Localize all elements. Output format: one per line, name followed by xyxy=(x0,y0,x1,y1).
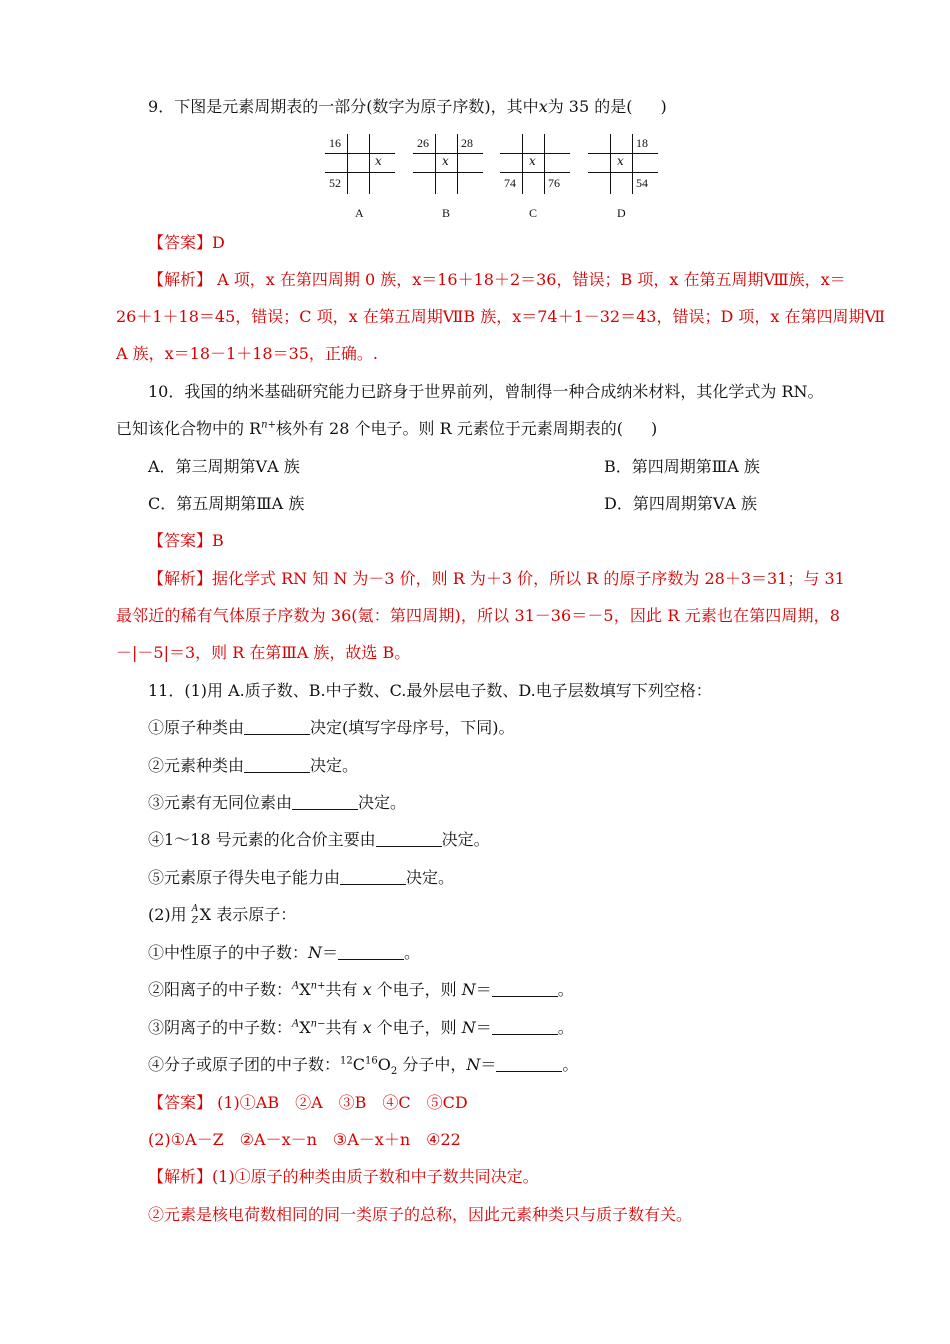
question-11-intro: 11．(1)用 A.质子数、B.中子数、C.最外层电子数、D.电子层数填写下列空格： xyxy=(148,681,712,700)
question-11-part2-item-1: ①中性原子的中子数：N＝ 。 xyxy=(148,943,421,962)
question-11-analysis-line-1: 【解析】(1)①原子的种类由质子数和中子数共同决定。 xyxy=(148,1167,539,1186)
figure-b-num-left: 26 xyxy=(417,136,429,150)
question-9-stem: 9．下图是元素周期表的一部分(数字为原子序数)，其中x为 35 的是( ) xyxy=(148,97,667,116)
question-10-stem-line-1: 10．我国的纳米基础研究能力已跻身于世界前列，曾制得一种合成纳米材料，其化学式为 RN。 xyxy=(148,382,824,401)
question-11-analysis-line-2: ②元素是核电荷数相同的同一类原子的总称，因此元素种类只与质子数有关。 xyxy=(148,1205,693,1224)
question-10-option-c[interactable]: C．第五周期第ⅢA 族 xyxy=(148,494,305,513)
figure-d-label: D xyxy=(617,206,626,220)
question-9-analysis-line-3: A 族，x＝18－1＋18＝35，正确。. xyxy=(116,344,379,363)
figure-d-num-bottom: 54 xyxy=(636,176,648,190)
question-11-answer-line-1: 【答案】 (1)①AB ②A ③B ④C ⑤CD xyxy=(148,1093,468,1112)
figure-d-x: x xyxy=(617,154,624,168)
answer-blank[interactable] xyxy=(340,868,406,885)
figure-c-x: x xyxy=(529,154,536,168)
answer-blank[interactable] xyxy=(244,718,310,735)
answer-blank[interactable] xyxy=(496,1055,562,1072)
figure-c-num-left: 74 xyxy=(504,176,516,190)
question-number: 9 xyxy=(148,97,159,116)
question-10-option-d[interactable]: D．第四周期第ⅤA 族 xyxy=(604,494,758,513)
question-11-part1-item-2: ②元素种类由 决定。 xyxy=(148,756,359,775)
question-9-answer: 【答案】D xyxy=(148,233,225,252)
figure-b-num-right: 28 xyxy=(461,136,473,150)
figure-c-grid xyxy=(500,134,570,194)
question-11-part2-item-3: ③阴离子的中子数：$^AX^{n-}$共有 x 个电子，则 N＝ 。 xyxy=(148,1018,574,1037)
answer-blank[interactable] xyxy=(492,980,558,997)
answer-blank[interactable] xyxy=(338,943,404,960)
figure-a-x: x xyxy=(375,154,382,168)
figure-a-num-top: 16 xyxy=(329,136,341,150)
answer-blank[interactable] xyxy=(492,1018,558,1035)
question-10-answer: 【答案】B xyxy=(148,531,224,550)
figure-d-grid xyxy=(588,134,658,194)
figure-c-num-right: 76 xyxy=(548,176,560,190)
question-11-part1-item-4: ④1～18 号元素的化合价主要由 决定。 xyxy=(148,830,490,849)
answer-blank[interactable] xyxy=(376,830,442,847)
figure-a-num-bottom: 52 xyxy=(329,176,341,190)
question-10-option-b[interactable]: B．第四周期第ⅢA 族 xyxy=(604,457,760,476)
question-9-analysis-line-2: 26＋1＋18＝45，错误；C 项，x 在第五周期ⅦB 族，x＝74＋1－32＝43，错误；D 项，x 在第四周期Ⅶ xyxy=(116,307,886,326)
question-11-part1-item-3: ③元素有无同位素由 决定。 xyxy=(148,793,407,812)
figure-b-grid xyxy=(413,134,483,194)
question-10-analysis-line-1: 【解析】据化学式 RN 知 N 为－3 价，则 R 为＋3 价，所以 R 的原子序数为 28＋3＝31；与 31 xyxy=(148,569,845,588)
question-11-part1-item-1: ①原子种类由 决定(填写字母序号，下同)。 xyxy=(148,718,515,737)
figure-b-label: B xyxy=(442,206,451,220)
question-11-part2-item-2: ②阳离子的中子数：$^AX^{n+}$共有 x 个电子，则 N＝ 。 xyxy=(148,980,574,999)
figure-c-label: C xyxy=(529,206,538,220)
figure-a-label: A xyxy=(355,206,364,220)
figure-d-num-top: 18 xyxy=(636,136,648,150)
figure-b-x: x xyxy=(442,154,449,168)
question-10-analysis-line-3: －|－5|＝3，则 R 在第ⅢA 族，故选 B。 xyxy=(116,643,411,662)
question-11-part1-item-5: ⑤元素原子得失电子能力由 决定。 xyxy=(148,868,455,887)
question-9-analysis-line-1: 【解析】 A 项，x 在第四周期 0 族，x＝16＋18＋2＝36，错误；B 项，x 在第五周期Ⅷ族，x＝ xyxy=(148,270,846,289)
answer-blank[interactable] xyxy=(244,756,310,773)
question-11-part2-item-4: ④分子或原子团的中子数：$^{12}C^{16}O_2$ 分子中，N＝ 。 xyxy=(148,1055,579,1078)
figure-a-grid xyxy=(325,134,395,194)
question-11-answer-line-2: (2)①A－Z ②A－x－n ③A－x＋n ④22 xyxy=(148,1130,461,1149)
question-11-part2-intro: (2)用 A Z X 表示原子： xyxy=(148,904,297,926)
question-10-option-a[interactable]: A．第三周期第ⅤA 族 xyxy=(148,457,300,476)
question-10-analysis-line-2: 最邻近的稀有气体原子序数为 36(氪：第四周期)，所以 31－36＝－5，因此 R 元素也在第四周期，8 xyxy=(116,606,840,625)
question-10-stem-line-2: 已知该化合物中的 $R^{n+}$核外有 28 个电子。则 R 元素位于元素周期表的( ) xyxy=(116,419,658,438)
answer-blank[interactable] xyxy=(292,793,358,810)
